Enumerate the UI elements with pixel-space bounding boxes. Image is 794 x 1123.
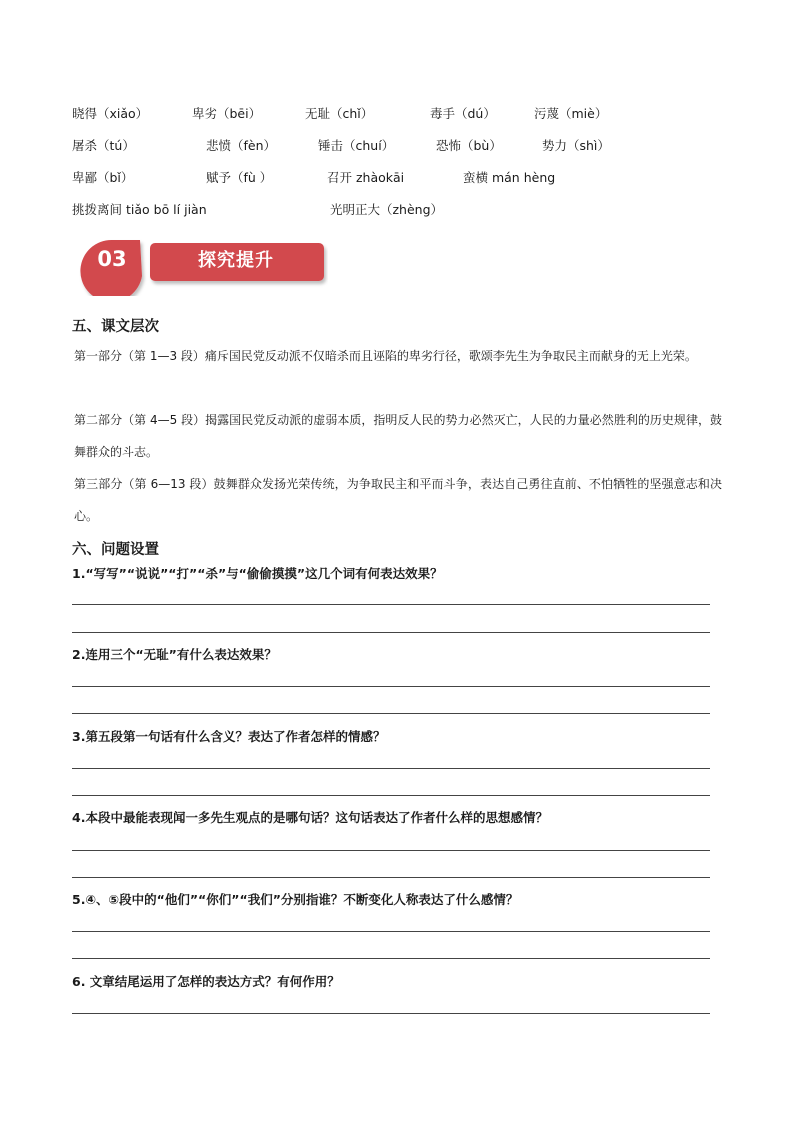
question-2: 2.连用三个“无耻”有什么表达效果？ bbox=[72, 647, 277, 662]
answer-line[interactable] bbox=[72, 877, 710, 878]
question-3: 3.第五段第一句话有什么含义？表达了作者怎样的情感？ bbox=[72, 729, 386, 744]
paragraph-part-1: 第一部分（第 1—3 段）痛斥国民党反动派不仅暗杀而且诬陷的卑劣行径，歌颂李先生为争取民主而献身的无上光荣。 bbox=[74, 349, 697, 363]
answer-line[interactable] bbox=[72, 1013, 710, 1014]
vocab-item: 光明正大（zhèng） bbox=[330, 202, 444, 217]
vocab-item: 恐怖（bù） bbox=[436, 138, 502, 153]
answer-line[interactable] bbox=[72, 632, 710, 633]
answer-line[interactable] bbox=[72, 850, 710, 851]
vocab-item: 挑拨离间 tiǎo bō lí jiàn bbox=[72, 202, 207, 217]
vocab-item: 毒手（dú） bbox=[430, 106, 496, 121]
answer-line[interactable] bbox=[72, 795, 710, 796]
paragraph-part-3: 第三部分（第 6—13 段）鼓舞群众发扬光荣传统，为争取民主和平而斗争，表达自己勇往直前、不怕牺牲的坚强意志和决心。 bbox=[74, 477, 722, 523]
question-4: 4.本段中最能表现闻一多先生观点的是哪句话？这句话表达了作者什么样的思想感情？ bbox=[72, 810, 548, 825]
banner-number: 03 bbox=[97, 247, 127, 271]
answer-line[interactable] bbox=[72, 686, 710, 687]
vocab-item: 屠杀（tú） bbox=[72, 138, 135, 153]
vocab-item: 召开 zhàokāi bbox=[327, 170, 405, 185]
answer-line[interactable] bbox=[72, 931, 710, 932]
vocab-item: 无耻（chǐ） bbox=[305, 106, 374, 121]
section-heading: 五、课文层次 bbox=[72, 319, 159, 335]
vocab-item: 蛮横 mán hèng bbox=[463, 170, 556, 185]
vocab-item: 势力（shì） bbox=[542, 138, 610, 153]
section-heading: 六、问题设置 bbox=[72, 542, 159, 558]
vocab-item: 悲愤（fèn） bbox=[206, 138, 277, 153]
answer-line[interactable] bbox=[72, 604, 710, 605]
question-5: 5.④、⑤段中的“他们”“你们”“我们”分别指谁？不断变化人称表达了什么感情？ bbox=[72, 892, 519, 907]
paragraph-part-2: 第二部分（第 4—5 段）揭露国民党反动派的虚弱本质，指明反人民的势力必然灭亡，人民的力量必然胜利的历史规律，鼓舞群众的斗志。 bbox=[74, 413, 722, 459]
vocab-item: 卑劣（bēi） bbox=[192, 106, 262, 121]
question-1: 1.“写写”“说说”“打”“杀”与“偷偷摸摸”这几个词有何表达效果？ bbox=[72, 566, 443, 581]
vocab-item: 卑鄙（bǐ） bbox=[72, 170, 134, 185]
vocab-item: 锤击（chuí） bbox=[318, 138, 395, 153]
vocab-item: 污蔑（miè） bbox=[534, 106, 608, 121]
answer-line[interactable] bbox=[72, 713, 710, 714]
vocab-item: 晓得（xiǎo） bbox=[72, 106, 149, 121]
vocab-item: 赋予（fù ） bbox=[206, 170, 273, 185]
answer-line[interactable] bbox=[72, 768, 710, 769]
question-6: 6. 文章结尾运用了怎样的表达方式？有何作用？ bbox=[72, 974, 340, 989]
section-banner bbox=[76, 238, 328, 296]
banner-title: 探究提升 bbox=[198, 250, 274, 271]
answer-line[interactable] bbox=[72, 958, 710, 959]
